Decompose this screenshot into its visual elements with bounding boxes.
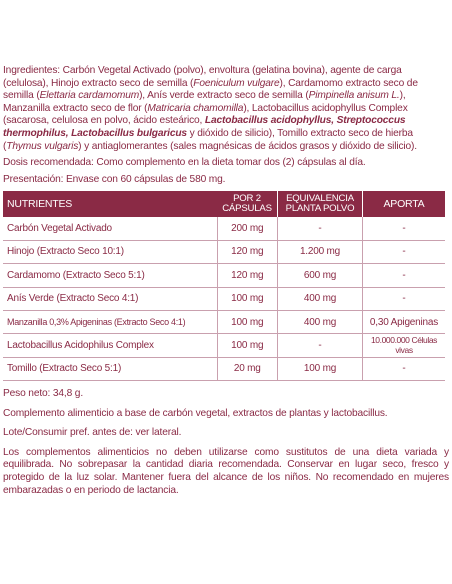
label-content [3, 65, 449, 497]
lot-expiry: Lote/Consumir pref. antes de: ver lateral. [3, 427, 182, 439]
header-equivalence: EQUIVALENCIA PLANTA POLVO [278, 191, 363, 217]
equivalence-value: 400 mg [278, 310, 363, 333]
aporta-value: - [363, 357, 446, 380]
equivalence-value: - [278, 217, 363, 240]
equivalence-value: 1.200 mg [278, 240, 363, 263]
equivalence-value: 100 mg [278, 357, 363, 380]
ingredients-segment: Foeniculum vulgare [193, 77, 280, 89]
aporta-value: - [363, 217, 446, 240]
table-row [3, 264, 445, 287]
ingredients-segment: Elettaria cardamomum [39, 90, 140, 102]
table-row [3, 217, 445, 240]
table-row [3, 287, 445, 310]
net-weight: Peso neto: 34,8 g. [3, 388, 83, 400]
presentation: Presentación: Envase con 60 cápsulas de 580 mg. [3, 173, 226, 185]
nutrient-name: Manzanilla 0,3% Apigeninas (Extracto Seco 4:1) [3, 310, 217, 333]
recommended-dose: Dosis recomendada: Como complemento en la dieta tomar dos (2) cápsulas al día. [3, 157, 366, 169]
nutrient-name: Tomillo (Extracto Seco 5:1) [3, 357, 217, 380]
table-row [3, 240, 445, 263]
table-header-row [3, 191, 445, 217]
aporta-value: - [363, 287, 446, 310]
warning-text: Los complementos alimenticios no deben utilizarse como sustitutos de una dieta variada y equilibrada. No sobrepasar la cantidad diaria recomendada. Conservar en lugar seco, fresco y protegido de la luz solar. Mantener fuera del alcance de los niños. No recomendado en mujeres embarazadas o en periodo de lactancia. [3, 446, 449, 496]
ingredients-segment: Lactobacillus acidophyllus, Streptococcus thermophilus, Lactobacillus bulgaricus [3, 115, 406, 139]
per-2-capsules-value: 120 mg [217, 240, 278, 263]
table-row [3, 310, 445, 333]
complement-description: Complemento alimenticio a base de carbón vegetal, extractos de plantas y lactobacillus. [3, 407, 388, 419]
per-2-capsules-value: 20 mg [217, 357, 278, 380]
aporta-value: 0,30 Apigeninas [363, 310, 446, 333]
per-2-capsules-value: 120 mg [217, 264, 278, 287]
per-2-capsules-value: 200 mg [217, 217, 278, 240]
per-2-capsules-value: 100 mg [217, 310, 278, 333]
ingredients-segment: Matricaria chamomilla [147, 102, 244, 114]
aporta-value: - [363, 264, 446, 287]
ingredients-text [3, 65, 449, 153]
aporta-value: 10.000.000 Células vivas [363, 334, 446, 357]
ingredients-segment: ), Cardamomo extracto seco de semilla ( [3, 77, 418, 102]
table-row [3, 357, 445, 380]
ingredients-segment: Thymus vulgaris [6, 140, 79, 152]
ingredients-segment: Pimpinella anisum L. [308, 90, 400, 102]
header-aporta: APORTA [363, 191, 446, 217]
equivalence-value: 600 mg [278, 264, 363, 287]
header-nutrients: NUTRIENTES [3, 191, 217, 217]
nutrition-table [3, 191, 445, 381]
table-row [3, 334, 445, 357]
ingredients-segment: ) y antiaglomerantes (sales magnésicas de ácidos grasos y dióxido de silicio). [78, 140, 417, 152]
nutrient-name: Carbón Vegetal Activado [3, 217, 217, 240]
ingredients-segment: Ingredientes: Carbón Vegetal Activado (polvo), envoltura (gelatina bovina), agente de carga (celulosa), Hinojo extracto seco de semilla ( [3, 65, 402, 89]
per-2-capsules-value: 100 mg [217, 287, 278, 310]
nutrient-name: Cardamomo (Extracto Seco 5:1) [3, 264, 217, 287]
aporta-value: - [363, 240, 446, 263]
header-per-2-capsules: POR 2 CÁPSULAS [217, 191, 278, 217]
nutrient-name: Hinojo (Extracto Seco 10:1) [3, 240, 217, 263]
ingredients-segment: ), Lactobacillus acidophyllus Complex (sacarosa, celulosa en polvo, ácido esteárico, [3, 102, 408, 127]
ingredients-segment: ), Anís verde extracto seco de semilla ( [139, 90, 309, 102]
nutrient-name: Anís Verde (Extracto Seco 4:1) [3, 287, 217, 310]
equivalence-value: - [278, 334, 363, 357]
ingredients-segment: y dióxido de silicio), Tomillo extracto seco de hierba ( [3, 127, 413, 152]
equivalence-value: 400 mg [278, 287, 363, 310]
nutrient-name: Lactobacillus Acidophilus Complex [3, 334, 217, 357]
per-2-capsules-value: 100 mg [217, 334, 278, 357]
ingredients-segment: ), Manzanilla extracto seco de flor ( [3, 90, 406, 114]
